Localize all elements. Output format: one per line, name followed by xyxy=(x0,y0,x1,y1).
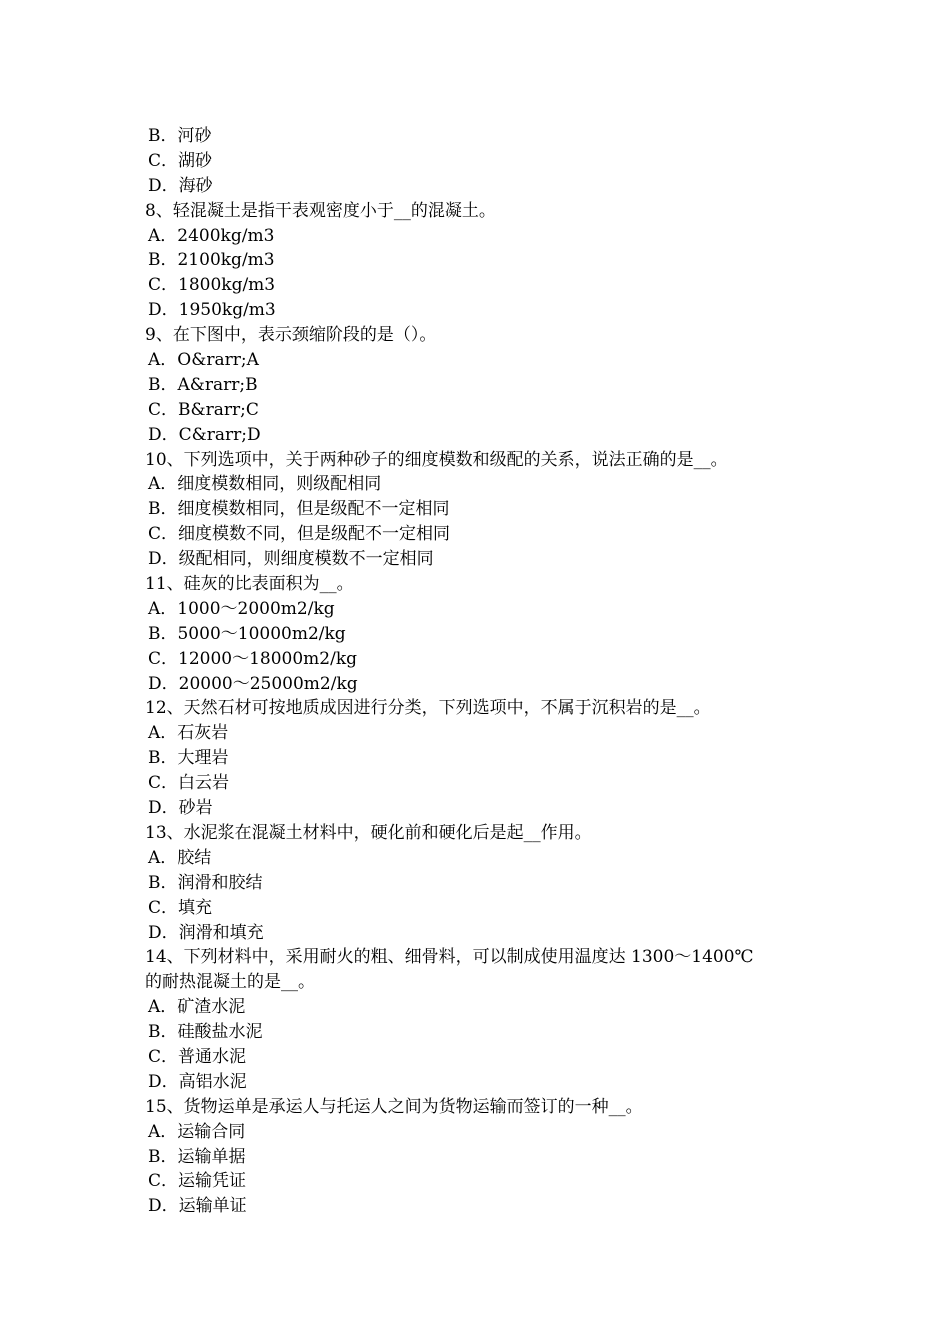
answer-option: B．大理岩 xyxy=(148,748,229,769)
question-text: 13、水泥浆在混凝土材料中，硬化前和硬化后是起__作用。 xyxy=(145,822,592,843)
answer-option: B．润滑和胶结 xyxy=(148,872,263,893)
answer-option: B．2100kg/m3 xyxy=(148,250,275,271)
answer-option: D．20000～25000m2/kg xyxy=(148,673,358,694)
answer-option: B．河砂 xyxy=(148,126,212,146)
question-text-continued: 的耐热混凝土的是__。 xyxy=(145,972,315,993)
answer-option: D．运输单证 xyxy=(148,1196,247,1217)
answer-option: D．海砂 xyxy=(148,175,213,196)
answer-option: D．级配相同，则细度模数不一定相同 xyxy=(148,549,434,570)
answer-option: A．运输合同 xyxy=(148,1121,246,1142)
answer-option: D．高铝水泥 xyxy=(148,1071,247,1092)
answer-option: C．普通水泥 xyxy=(148,1046,247,1067)
answer-option: C．填充 xyxy=(148,897,213,918)
question-text: 14、下列材料中，采用耐火的粗、细骨料，可以制成使用温度达 1300～1400℃ xyxy=(145,947,754,968)
answer-option: C．B&rarr;C xyxy=(148,399,259,420)
answer-option: C．12000～18000m2/kg xyxy=(148,648,358,669)
answer-option: C．湖砂 xyxy=(148,150,213,171)
answer-option: C．运输凭证 xyxy=(148,1171,247,1192)
answer-option: D．润滑和填充 xyxy=(148,922,264,943)
answer-option: A．1000～2000m2/kg xyxy=(148,598,335,619)
answer-option: B．硅酸盐水泥 xyxy=(148,1022,263,1043)
question-text: 12、天然石材可按地质成因进行分类，下列选项中，不属于沉积岩的是__。 xyxy=(145,698,711,719)
answer-option: D．砂岩 xyxy=(148,798,213,819)
question-text: 10、下列选项中，关于两种砂子的细度模数和级配的关系，说法正确的是__。 xyxy=(145,449,728,470)
question-text: 9、在下图中，表示颈缩阶段的是（）。 xyxy=(145,325,437,346)
answer-option: D．1950kg/m3 xyxy=(148,300,276,321)
answer-option: A．细度模数相同，则级配相同 xyxy=(148,474,382,495)
answer-option: C．1800kg/m3 xyxy=(148,275,276,296)
answer-option: A．2400kg/m3 xyxy=(148,225,275,246)
answer-option: A．胶结 xyxy=(148,847,212,868)
question-text: 8、轻混凝土是指干表观密度小于__的混凝土。 xyxy=(145,200,496,221)
question-text: 15、货物运单是承运人与托运人之间为货物运输而签订的一种__。 xyxy=(145,1096,643,1117)
answer-option: B．运输单据 xyxy=(148,1146,246,1167)
answer-option: A．O&rarr;A xyxy=(148,350,259,371)
answer-option: B．A&rarr;B xyxy=(148,374,258,395)
question-text: 11、硅灰的比表面积为__。 xyxy=(145,574,354,595)
answer-option: D．C&rarr;D xyxy=(148,424,261,445)
answer-option: A．矿渣水泥 xyxy=(148,997,246,1018)
answer-option: A．石灰岩 xyxy=(148,723,229,744)
answer-option: C．白云岩 xyxy=(148,773,230,794)
answer-option: C．细度模数不同，但是级配不一定相同 xyxy=(148,524,451,545)
answer-option: B．5000～10000m2/kg xyxy=(148,623,346,644)
document-body xyxy=(145,124,815,1219)
answer-option: B．细度模数相同，但是级配不一定相同 xyxy=(148,499,450,520)
